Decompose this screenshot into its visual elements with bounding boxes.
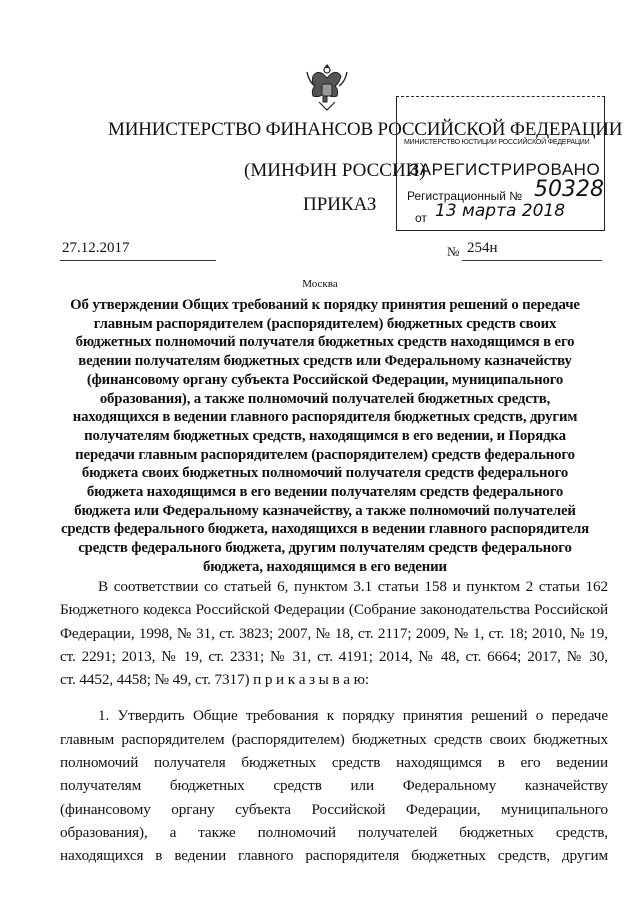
stamp-date-label: от [415,211,427,225]
russian-coat-of-arms-icon [303,58,351,116]
body-line: ст. 2291; 2013, № 19, ст. 2331; № 31, ст. 4191; 2014, № 48, ст. 6664; 2017, № 30, [60,647,608,665]
city: Москва [302,278,338,290]
body-line: образования), а также полномочий получателей бюджетных средств, [60,823,608,841]
body-line: (финансовому органу субъекта Российской Федерации, муниципального [60,800,608,818]
body-line: получателям бюджетных средств или Федеральному казначейству [60,777,608,795]
number-underline [462,260,602,261]
registration-stamp [396,96,605,231]
title-line: главным распорядителем (распорядителем) бюджетных средств своих [93,315,557,332]
title-line: бюджета своих бюджетных полномочий получателя средств федерального [81,465,569,482]
order-body [60,575,608,868]
title-line: ведении получателям бюджетных средств или Федеральному казначейству [78,353,572,370]
title-line: находящихся в ведении главного распорядителя бюджетных средств, другим [72,409,578,426]
body-line: главным распорядителем (распорядителем) бюджетных средств своих бюджетных [60,730,608,748]
body-line: Бюджетного кодекса Российской Федерации (Собрание законодательства Российской [60,601,608,619]
title-line: бюджета или Федеральному казначейству, а также полномочий получателей [74,502,576,519]
ministry-short-name: (МИНФИН РОССИИ) [244,160,426,181]
title-line: образования), а также полномочий получателей бюджетных средств, [99,390,551,407]
title-line: средств федерального бюджета, другим получателям средств федерального [78,540,572,557]
number-sign: № [447,244,460,259]
stamp-registered: ЗАРЕГИСТРИРОВАНО [409,160,601,179]
title-line: бюджета находящимся в его ведении получателям средств федерального [86,484,564,501]
stamp-authority: МИНИСТЕРСТВО ЮСТИЦИИ РОССИЙСКОЙ ФЕДЕРАЦИИ [404,139,590,146]
body-line: ст. 4452, 4458; № 49, ст. 7317) п р и к а з ы в а ю: [60,671,369,689]
body-line: находящихся в ведении главного распорядителя бюджетных средств, другим [60,847,608,865]
order-number: 254н [467,240,498,256]
title-line: бюджетных полномочий получателя бюджетных средств находящимся в его [75,334,575,351]
title-line: (финансовому органу субъекта Российской Федерации, муниципального [86,371,564,388]
body-line: В соответствии со статьей 6, пунктом 3.1 статьи 158 и пунктом 2 статьи 162 [98,578,608,595]
document-type: ПРИКАЗ [303,194,377,215]
title-line: передачи главным распорядителем (распорядителем) средств федерального [75,446,575,463]
stamp-reg-label: Регистрационный № [407,189,523,203]
order-title [56,296,594,577]
title-line: средств федерального бюджета, находящихся в ведении главного распорядителя [60,521,590,538]
title-line: бюджета, находящимся в его ведении [203,558,447,575]
order-date: 27.12.2017 [62,240,130,256]
stamp-reg-number: 50328 [534,177,604,202]
date-underline [60,260,216,261]
stamp-date-value: 13 марта 2018 [435,201,566,221]
body-line: Федерации, 1998, № 31, ст. 3823; 2007, № 18, ст. 2117; 2009, № 1, ст. 18; 2010, № 19, [60,624,608,642]
title-line: получателям бюджетных средств, находящимся в его ведении, и Порядка [84,427,566,444]
body-line: 1. Утвердить Общие требования к порядку принятия решений о передаче [98,707,608,725]
title-line: Об утверждении Общих требований к порядку принятия решений о передаче [70,297,580,313]
ministry-name: МИНИСТЕРСТВО ФИНАНСОВ РОССИЙСКОЙ ФЕДЕРАЦИИ [108,119,623,140]
body-line: полномочий получателя бюджетных средств находящимся в его ведении [60,754,608,772]
